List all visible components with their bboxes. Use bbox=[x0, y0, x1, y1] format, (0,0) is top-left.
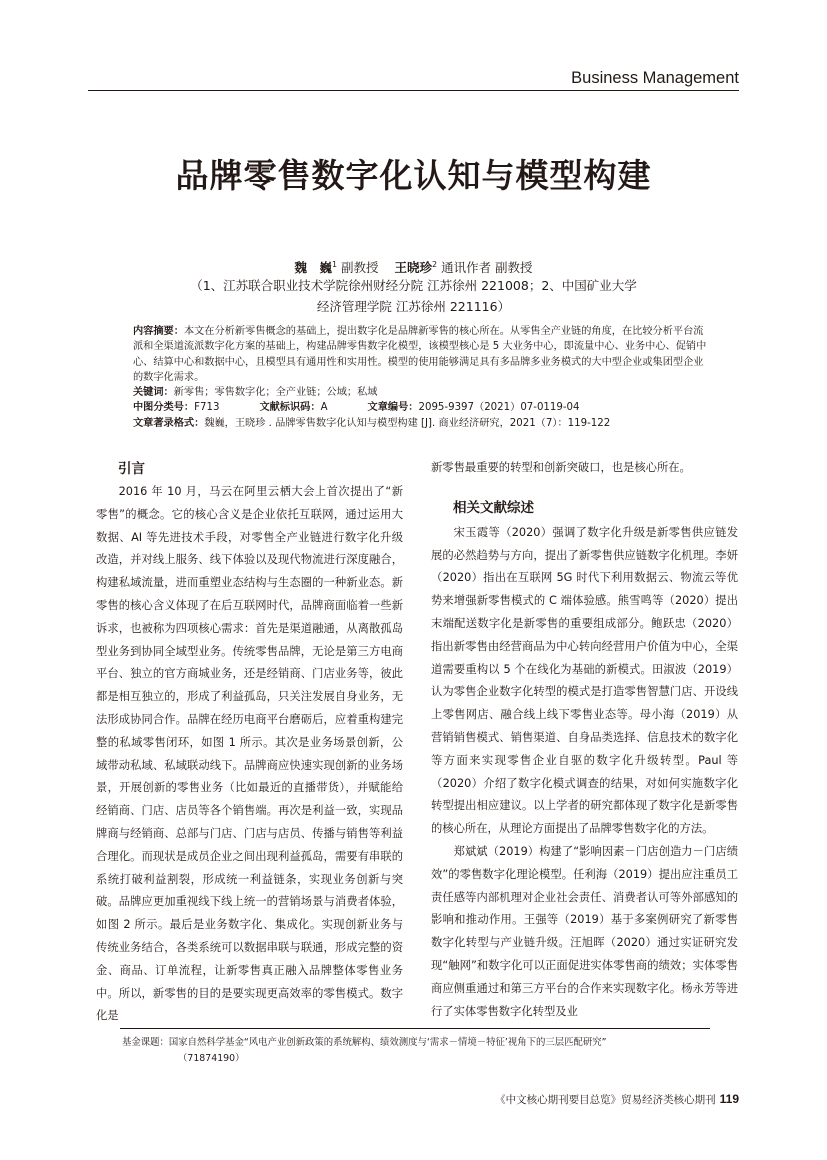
article-no-label: 文章编号： bbox=[367, 402, 419, 414]
fund-footnote bbox=[122, 1035, 712, 1067]
abstract-block bbox=[133, 324, 708, 431]
intro-paragraph: 2016 年 10 月，马云在阿里云栖大会上首次提出了“新零售”的概念。它的核心含义是企业依托互联网，通过运用大数据、AI 等先进技术手段，对零售全产业链进行数字化升级改造，并对线上服务、线下体验以及现代物流进行深度融合，构建私域流量，进而重塑业态结构与生态圈的一种新业态。新零售的核心含义体现了在后互联网时代，品牌商面临着一些新诉求，也被称为四项核心需求：首先是渠道融通，从离散孤岛型业务到协同全域型业务。传统零售品牌，无论是第三方电商平台、独立的官方商城业务，还是经销商、门店业务等，彼此都是相互独立的，形成了利益孤岛，只关注发展自身业务，无法形成协同合作。品牌在经历电商平台磨砺后，应着重构建完整的私域零售闭环，如图 1 所示。其次是业务场景创新，公域带动私域、私域联动线下。品牌商应快速实现创新的业务场景，开展创新的零售业务（比如最近的直播带货），并赋能给经销商、门店、店员等各个销售端。再次是利益一致，实现品牌商与经销商、总部与门店、门店与店员、传播与销售等利益合理化。而现状是成员企业之间出现利益孤岛，需要有串联的系统打破利益割裂，形成统一利益链条，实现业务创新与突破。品牌应更加重视线下线上统一的营销场景与消费者体验，如图 2 所示。最后是业务数字化、集成化。实现创新业务与传统业务结合，各类系统可以数据串联与联通，形成完整的资金、商品、订单流程，让新零售真正融入品牌整体零售业务中。所以，新零售的目的是要实现更高效率的零售模式。数字化是 bbox=[96, 485, 403, 1023]
literature-paragraph-1: 宋玉霞等（2020）强调了数字化升级是新零售供应链发展的必然趋势与方向，提出了新零售供应链数字化机理。李妍（2020）指出在互联网 5G 时代下利用数据云、物流云等优势来增强新零售模式的 C 端体验感。熊雪鸣等（2020）提出末端配送数字化是新零售的重要组成部分。鲍跃忠（2020）指出新零售由经营商品为中心转向经营用户价值为中心，全渠道需要重构以 5 个在线化为基础的新模式。田淑波（2019）认为零售企业数字化转型的模式是打造零售智慧门店、开设线上零售网店、融合线上线下零售业态等。母小海（2019）从营销销售模式、销售渠道、自身品类选择、信息技术的数字化等方面来实现零售企业自驱的数字化升级转型。Paul 等（2020）介绍了数字化模式调查的结果，对如何实施数字化转型提出相应建议。以上学者的研究都体现了数字化是新零售的核心所在，从理论方面提出了品牌零售数字化的方法。 bbox=[431, 525, 738, 836]
page-footer bbox=[495, 1092, 739, 1107]
page-number: 119 bbox=[719, 1092, 739, 1106]
affiliation-line-2: 经济管理学院 江苏徐州 221116） bbox=[316, 299, 511, 314]
doc-code-value: A bbox=[320, 402, 328, 414]
classification-line bbox=[133, 400, 708, 415]
clc-value: F713 bbox=[194, 402, 220, 414]
author-2-role: 通讯作者 副教授 bbox=[441, 260, 533, 275]
keywords-text: 新零售；零售数字化；全产业链；公域；私域 bbox=[173, 387, 378, 399]
citation-label: 文章著录格式： bbox=[133, 417, 205, 429]
right-column bbox=[431, 457, 738, 1023]
author-2-sup: 2 bbox=[431, 260, 438, 269]
abstract-text: 本文在分析新零售概念的基础上，提出数字化是品牌新零售的核心所在。从零售全产业链的角度，在比较分析平台流派和全渠道流派数字化方案的基础上，构建品牌零售数字化模型，该模型核心是 5 大业务中心，即流量中心、业务中心、促销中心、结算中心和数据中心，且模型具有通用性和实用性。模型的使用能够满足具有多品牌多业务模式的大中型企业或集团型企业的数字化需求。 bbox=[133, 326, 707, 383]
section-header: Business Management bbox=[571, 69, 739, 87]
abstract bbox=[133, 324, 708, 385]
abstract-label: 内容摘要： bbox=[133, 326, 184, 337]
fund-line-2: （71874190） bbox=[178, 1053, 245, 1064]
journal-name: 《中文核心期刊要目总览》贸易经济类核心期刊 bbox=[495, 1094, 716, 1106]
doc-code-label: 文献标识码： bbox=[259, 402, 321, 414]
intro-continuation: 新零售最重要的转型和创新突破口，也是核心所在。 bbox=[431, 461, 691, 474]
author-2-name: 王晓珍 bbox=[394, 260, 432, 275]
author-1-name: 魏 巍 bbox=[294, 260, 332, 275]
author-1-role: 副教授 bbox=[341, 260, 379, 275]
literature-heading: 相关文献综述 bbox=[453, 499, 534, 516]
clc-label: 中图分类号： bbox=[133, 402, 195, 414]
affiliation-line-1: （1、江苏联合职业技术学院徐州财经分院 江苏徐州 221008；2、中国矿业大学 bbox=[190, 278, 637, 293]
keywords-label: 关键词： bbox=[133, 387, 174, 399]
literature-paragraph-2: 郑斌斌（2019）构建了“影响因素－门店创造力－门店绩效”的零售数字化理论模型。任利海（2019）提出应注重员工责任感等内部机理对企业社会责任、消费者认可等外部感知的影响和推动作用。王强等（2019）基于多案例研究了新零售数字化转型与产业链升级。汪旭晖（2020）通过实证研究发现“触网”和数字化可以正面促进实体零售商的绩效；实体零售商应侧重通过和第三方平台的合作来实现数字化。杨永芳等进行了实体零售数字化转型及业 bbox=[431, 844, 738, 1018]
left-column bbox=[96, 457, 403, 1028]
citation-text: 魏巍，王晓珍 . 品牌零售数字化认知与模型构建 [J]. 商业经济研究，2021（7）：119-122 bbox=[204, 417, 611, 429]
affiliations bbox=[0, 275, 827, 317]
article-title: 品牌零售数字化认知与模型构建 bbox=[175, 156, 652, 195]
keywords bbox=[133, 385, 708, 400]
citation bbox=[133, 416, 708, 431]
fund-line-1: 基金课题：国家自然科学基金“风电产业创新政策的系统解构、绩效测度与‘需求－情境－特征’视角下的三层匹配研究” bbox=[122, 1037, 607, 1048]
article-no-value: 2095-9397（2021）07-0119-04 bbox=[418, 402, 580, 414]
footnote-rule bbox=[120, 1028, 710, 1029]
intro-heading: 引言 bbox=[118, 461, 145, 477]
header-rule bbox=[88, 90, 739, 91]
author-1-sup: 1 bbox=[331, 260, 338, 269]
